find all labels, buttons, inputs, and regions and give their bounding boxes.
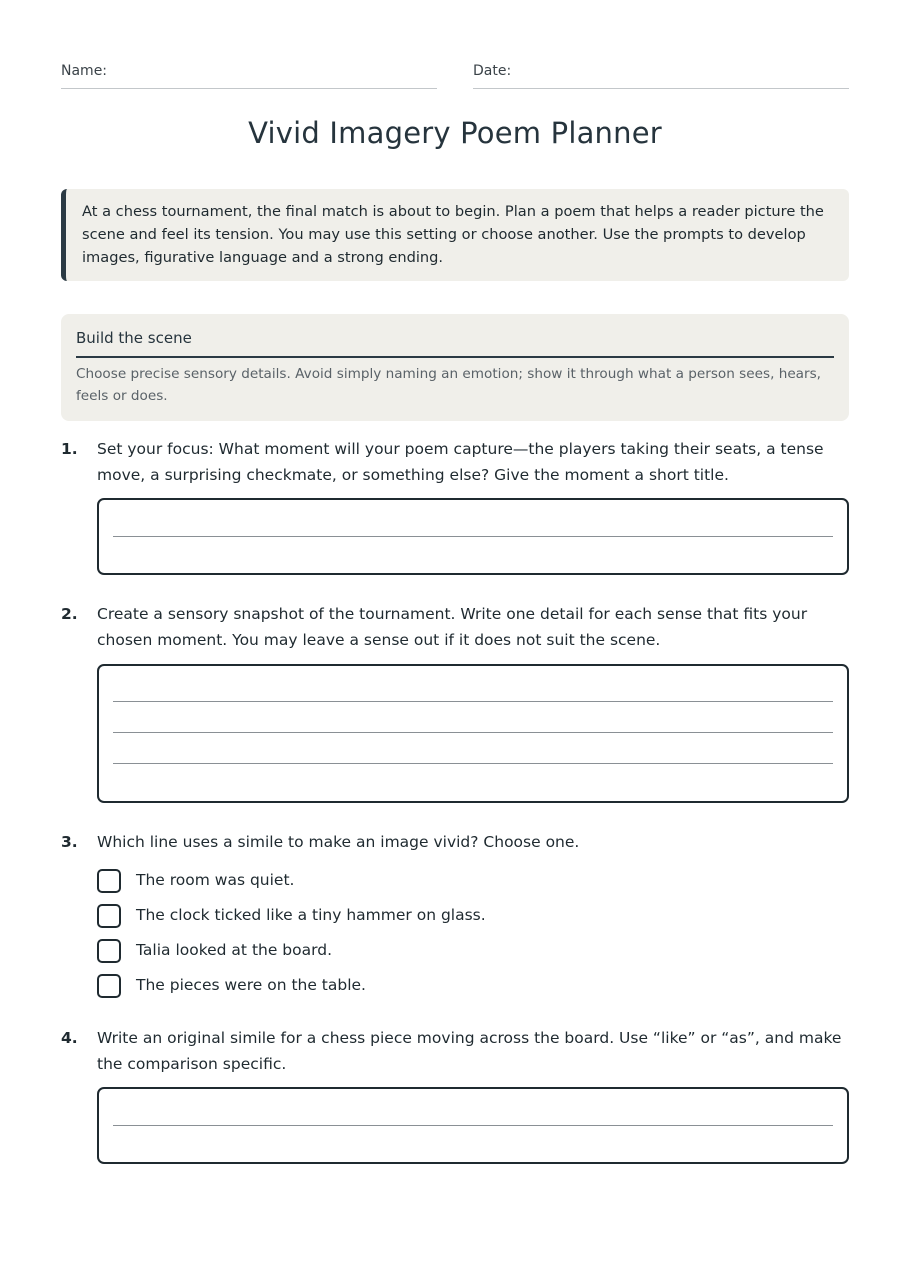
answer-line bbox=[113, 701, 833, 702]
option-label: The clock ticked like a tiny hammer on glass. bbox=[136, 906, 486, 924]
answer-line bbox=[113, 536, 833, 537]
section-subtitle: Choose precise sensory details. Avoid simply naming an emotion; show it through what a person sees, hears, feels or does. bbox=[76, 366, 822, 404]
date-label: Date: bbox=[473, 63, 512, 79]
answer-box[interactable] bbox=[97, 498, 849, 575]
option-label: Talia looked at the board. bbox=[136, 941, 332, 959]
question-number: 1. bbox=[61, 440, 78, 458]
name-label: Name: bbox=[61, 63, 108, 79]
question-text: Create a sensory snapshot of the tournament. Write one detail for each sense that fits your chosen moment. You may leave a sense out if it does not suit the scene. bbox=[97, 605, 808, 649]
section-title: Build the scene bbox=[76, 328, 834, 358]
answer-line bbox=[113, 1125, 833, 1126]
page-title: Vivid Imagery Poem Planner bbox=[248, 116, 662, 150]
question-text: Set your focus: What moment will your poem capture—the players taking their seats, a tense move, a surprising checkmate, or something else? Give the moment a short title. bbox=[97, 440, 824, 484]
question-number: 2. bbox=[61, 605, 78, 623]
answer-box[interactable] bbox=[97, 1087, 849, 1164]
checkbox[interactable] bbox=[97, 974, 121, 998]
name-field[interactable] bbox=[61, 60, 437, 89]
option-label: The pieces were on the table. bbox=[136, 976, 366, 994]
question-number: 3. bbox=[61, 833, 78, 851]
section-panel bbox=[61, 314, 849, 421]
header-fields bbox=[61, 60, 849, 88]
checkbox[interactable] bbox=[97, 904, 121, 928]
checkbox[interactable] bbox=[97, 869, 121, 893]
date-field[interactable] bbox=[473, 60, 849, 89]
option-label: The room was quiet. bbox=[136, 871, 295, 889]
question-text: Write an original simile for a chess piece moving across the board. Use “like” or “as”, and make the comparison specific. bbox=[97, 1029, 842, 1073]
question-text: Which line uses a simile to make an image vivid? Choose one. bbox=[97, 833, 580, 851]
answer-line bbox=[113, 732, 833, 733]
intro-callout: At a chess tournament, the final match is about to begin. Plan a poem that helps a reader picture the scene and feel its tension. You may use this setting or choose another. Use the prompts to develop images, figurative language and a strong ending. bbox=[61, 189, 849, 281]
question-number: 4. bbox=[61, 1029, 78, 1047]
answer-line bbox=[113, 763, 833, 764]
answer-box[interactable] bbox=[97, 664, 849, 803]
checkbox[interactable] bbox=[97, 939, 121, 963]
